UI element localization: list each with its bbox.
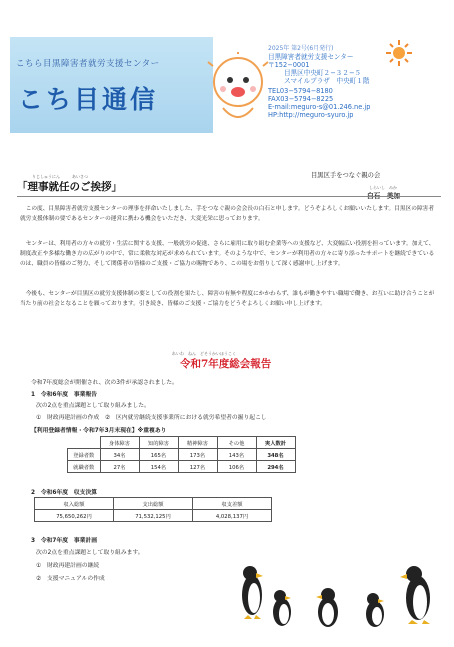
paragraph-2: センターは、利用者の方々の就労・生活に関する支援、一般就労の促進、さらに雇用に取り組む企業等への支援など、大変幅広い役割を担っています。加えて、制度改正や多様な働き方の広がりの中で、常に柔軟な対応が求められています。そのような中で、センターが利用者の方々に寄り添ったサポートを継続できているのは、職員の皆様のご努力、そして関係者の皆様のご支援・ご協力の賜物であり、この場をお借りして深く感謝申し上げます。 bbox=[20, 241, 435, 267]
item3-point-2: ② 支援マニュアルの作成 bbox=[36, 576, 105, 582]
table1-caption: 【利用登録者情報・令和7年3月末現在】※重複あり bbox=[31, 428, 167, 434]
report-heading-ruby: れいわ ねん どそうかいほうこく bbox=[172, 351, 236, 356]
report-heading: 令和7年度総会報告 bbox=[180, 358, 272, 370]
newsletter-title: こち目通信 bbox=[18, 85, 159, 114]
table-cell: 348名 bbox=[256, 449, 295, 461]
penguin-2 bbox=[273, 590, 291, 626]
item1-points: ① 財政再建計画の作成 ② 区内就労継続支援事業所における就労希望者の掘り起こし bbox=[36, 415, 267, 421]
table-cell: 75,650,262円 bbox=[35, 510, 114, 522]
budget-table bbox=[34, 497, 272, 522]
table-cell: 143名 bbox=[217, 449, 256, 461]
table-row bbox=[35, 498, 272, 510]
table-cell: 71,532,125円 bbox=[114, 510, 193, 522]
table-row bbox=[68, 461, 296, 473]
table-row bbox=[35, 510, 272, 522]
sun-icon bbox=[386, 40, 412, 66]
org-name: 目黒区手をつなぐ親の会 bbox=[311, 172, 381, 179]
item3-point-1: ① 財政再建計画の継続 bbox=[36, 563, 100, 569]
contact-email: E-mail:meguro-s@01.246.ne.jp bbox=[268, 103, 371, 111]
penguin-1 bbox=[242, 566, 263, 619]
table-row bbox=[68, 437, 296, 449]
issue-info: 2025年 第2号(6月発行) bbox=[268, 45, 334, 52]
table-cell: 登録者数 bbox=[68, 449, 101, 461]
registration-table bbox=[67, 436, 296, 473]
table-cell: 173名 bbox=[178, 449, 217, 461]
penguin-5 bbox=[400, 566, 430, 624]
item3-note: 次の2点を重点課題として取り組みます。 bbox=[36, 550, 144, 556]
item3-title: 3 令和7年度 事業計画 bbox=[31, 538, 98, 544]
penguin-3 bbox=[316, 588, 338, 627]
table-header: 収入総額 bbox=[35, 498, 114, 510]
table-cell: 294名 bbox=[256, 461, 295, 473]
table-header: その他 bbox=[217, 437, 256, 449]
table-cell: 165名 bbox=[139, 449, 178, 461]
article-heading: 「理事就任のご挨拶」 bbox=[17, 181, 122, 193]
paragraph-1: この度、目黒障害者就労支援センターの理事を拝命いたしました、手をつなぐ親の会会長の白石と申します。どうぞよろしくお願いいたします。目黒区の障害者就労支援体制の要であるセンターの運営に携わる機会をいただき、大変光栄に思っております。 bbox=[20, 206, 435, 222]
penguins-illustration bbox=[230, 540, 448, 638]
table-cell bbox=[68, 437, 101, 449]
item1-title: 1 令和6年度 事業報告 bbox=[31, 392, 98, 398]
penguin-4 bbox=[366, 593, 384, 627]
mascot-illustration bbox=[205, 52, 271, 126]
table-cell: 27名 bbox=[100, 461, 139, 473]
paragraph-3: 今後も、センターが目黒区の就労支援体制の要としての役割を果たし、障害の有無や程度にかかわらず、誰もが働きやすい職場で働き、お互いに助け合うことが当たり前の社会となることを願っております。引き続き、皆様のご支援・ご協力をどうぞよろしくお願い申し上げます。 bbox=[20, 291, 435, 307]
contact-tel: TEL03−5794−8180 bbox=[268, 87, 333, 95]
table-cell: 34名 bbox=[100, 449, 139, 461]
table-cell: 106名 bbox=[217, 461, 256, 473]
table-cell: 就職者数 bbox=[68, 461, 101, 473]
contact-homepage: HP:http://meguro-syuro.jp bbox=[268, 111, 354, 119]
signer-name: 白石 美加 bbox=[367, 192, 400, 200]
table-header: 支出総額 bbox=[114, 498, 193, 510]
table-header: 身体障害 bbox=[100, 437, 139, 449]
heading-ruby: りじしゅうにん あいさつ bbox=[32, 174, 88, 179]
contact-address: 目黒区中央町２−３２−５ bbox=[284, 69, 361, 77]
contact-postal: 〒152−0001 bbox=[268, 61, 310, 69]
table-header: 知的障害 bbox=[139, 437, 178, 449]
table-header: 実人数計 bbox=[256, 437, 295, 449]
table-header: 精神障害 bbox=[178, 437, 217, 449]
table-cell: 127名 bbox=[178, 461, 217, 473]
contact-fax: FAX03−5794−8225 bbox=[268, 95, 334, 103]
item1-note: 次の2点を重点課題として取り組みました。 bbox=[36, 403, 150, 409]
table-cell: 154名 bbox=[139, 461, 178, 473]
report-intro: 令和7年度総会が開催され、次の3件が承認されました。 bbox=[31, 380, 178, 386]
table-row bbox=[68, 449, 296, 461]
contact-building: スマイルプラザ 中央町１階 bbox=[284, 77, 370, 85]
table-cell: 4,028,137円 bbox=[193, 510, 272, 522]
heading-divider bbox=[17, 196, 441, 197]
contact-org: 目黒障害者就労支援センター bbox=[268, 53, 354, 61]
item2-title: 2 令和6年度 収支決算 bbox=[31, 490, 98, 496]
signer-ruby: しらいし みか bbox=[369, 185, 397, 190]
header-subtitle: こちら目黒障害者就労支援センター bbox=[16, 59, 160, 69]
table-header: 収支差額 bbox=[193, 498, 272, 510]
